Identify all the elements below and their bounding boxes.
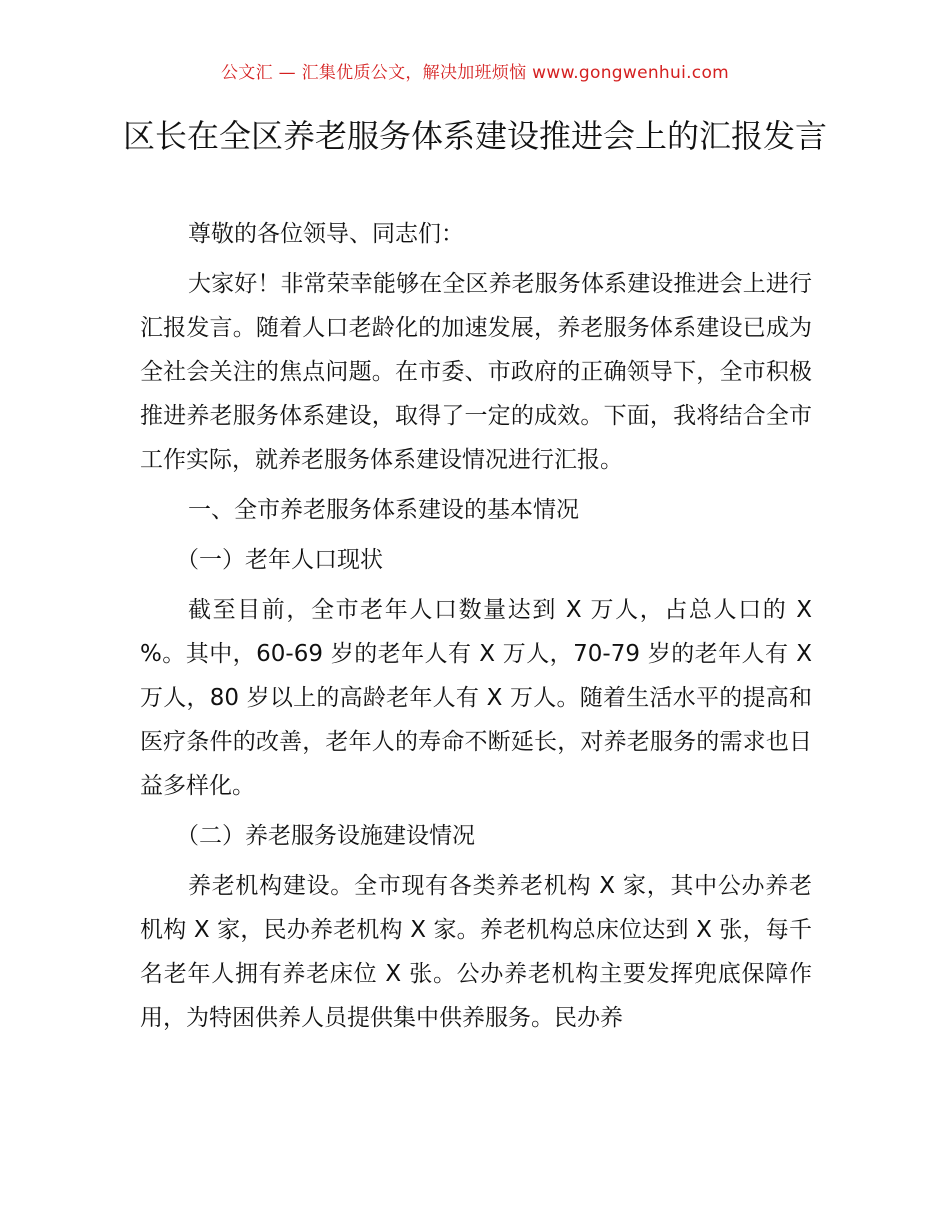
elderly-population-paragraph: 截至目前，全市老年人口数量达到 X 万人，占总人口的 X %。其中，60-69 岁的老年人有 X 万人，70-79 岁的老年人有 X 万人，80 岁以上的高龄老年人有 X 万人。随着生活水平的提高和医疗条件的改善，老年人的寿命不断延长，对养老服务的需求也日益多样化。 [140, 597, 812, 799]
site-banner[interactable]: 公文汇 — 汇集优质公文，解决加班烦恼 www.gongwenhui.com [220, 63, 730, 83]
document-title: 区长在全区养老服务体系建设推进会上的汇报发言 [122, 117, 827, 155]
facilities-paragraph: 养老机构建设。全市现有各类养老机构 X 家，其中公办养老机构 X 家，民办养老机构 X 家。养老机构总床位达到 X 张，每千名老年人拥有养老床位 X 张。公办养老机构主要发挥兜底保障作用，为特困供养人员提供集中供养服务。民办养 [140, 873, 812, 1031]
document-body [140, 212, 812, 1046]
section-heading: 一、全市养老服务体系建设的基本情况 [188, 497, 579, 523]
salutation: 尊敬的各位领导、同志们： [188, 221, 464, 247]
subsection-heading-facilities: （二）养老服务设施建设情况 [176, 823, 475, 849]
intro-paragraph: 大家好！非常荣幸能够在全区养老服务体系建设推进会上进行汇报发言。随着人口老龄化的加速发展，养老服务体系建设已成为全社会关注的焦点问题。在市委、市政府的正确领导下，全市积极推进养老服务体系建设，取得了一定的成效。下面，我将结合全市工作实际，就养老服务体系建设情况进行汇报。 [140, 271, 812, 473]
subsection-heading-elderly-population: （一）老年人口现状 [176, 547, 383, 573]
